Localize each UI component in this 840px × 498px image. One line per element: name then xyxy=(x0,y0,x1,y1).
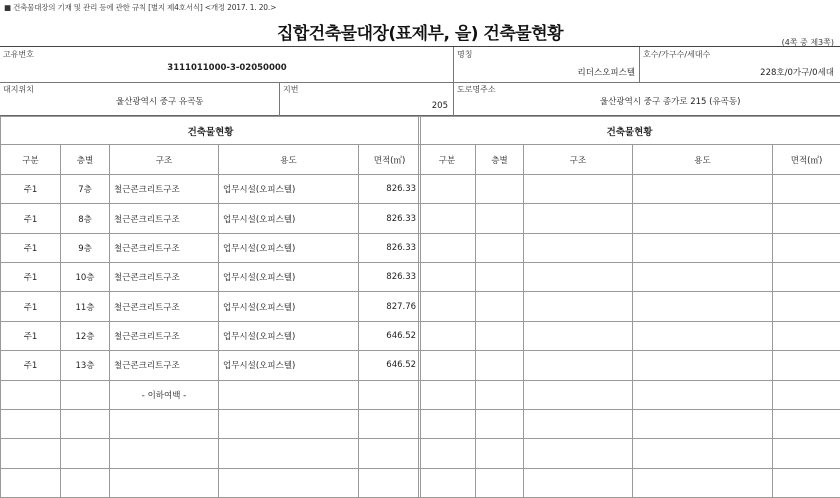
col-floor-header-right: 층별 xyxy=(476,145,524,175)
empty-cell xyxy=(773,233,840,262)
row-use: 업무시설(오피스텔) xyxy=(219,204,359,233)
col-structure-header-right: 구조 xyxy=(524,145,633,175)
row-type: 주1 xyxy=(1,292,61,321)
row-type: 주1 xyxy=(1,175,61,204)
empty-cell xyxy=(419,233,476,262)
table-row-end-note xyxy=(1,380,421,409)
empty-cell xyxy=(476,351,524,380)
empty-cell xyxy=(219,439,359,468)
empty-cell xyxy=(419,409,476,438)
col-use-header: 용도 xyxy=(219,145,359,175)
empty-cell xyxy=(524,380,633,409)
empty-cell xyxy=(633,409,773,438)
empty-cell xyxy=(359,409,421,438)
empty-cell xyxy=(633,233,773,262)
row-type: 주1 xyxy=(1,351,61,380)
building-name-cell xyxy=(454,47,640,82)
row-use: 업무시설(오피스텔) xyxy=(219,175,359,204)
empty-cell xyxy=(419,380,476,409)
page-count: (4쪽 중 제3쪽) xyxy=(781,38,834,47)
empty-cell xyxy=(476,321,524,350)
table-row-empty xyxy=(419,233,840,262)
table-row-empty xyxy=(1,468,421,497)
table-row-empty xyxy=(419,175,840,204)
building-status-table-left xyxy=(0,116,421,498)
document-title: 집합건축물대장(표제부, 을) 건축물현황 xyxy=(276,24,564,44)
row-area: 826.33 xyxy=(359,175,421,204)
empty-cell xyxy=(633,204,773,233)
empty-cell xyxy=(524,468,633,497)
table-row-empty xyxy=(1,409,421,438)
households-cell xyxy=(640,47,840,82)
empty-cell xyxy=(773,439,840,468)
row-structure: 철근콘크리트구조 xyxy=(110,292,219,321)
empty-cell xyxy=(61,409,110,438)
row-area: 646.52 xyxy=(359,321,421,350)
empty-cell xyxy=(524,204,633,233)
empty-cell xyxy=(633,380,773,409)
empty-cell xyxy=(773,380,840,409)
col-floor-header: 층별 xyxy=(61,145,110,175)
empty-cell xyxy=(61,380,110,409)
empty-cell xyxy=(633,351,773,380)
row-area: 826.33 xyxy=(359,204,421,233)
table-row-empty xyxy=(419,263,840,292)
row-type: 주1 xyxy=(1,263,61,292)
empty-cell xyxy=(476,380,524,409)
empty-cell xyxy=(633,175,773,204)
row-floor: 8층 xyxy=(61,204,110,233)
empty-cell xyxy=(1,409,61,438)
empty-cell xyxy=(1,439,61,468)
empty-cell xyxy=(524,409,633,438)
empty-cell xyxy=(219,409,359,438)
site-location-cell xyxy=(0,82,280,116)
row-floor: 12층 xyxy=(61,321,110,350)
table-row-empty xyxy=(419,409,840,438)
row-use: 업무시설(오피스텔) xyxy=(219,292,359,321)
households-value: 228호/0가구/0세대 xyxy=(760,68,834,78)
table-row-empty xyxy=(419,321,840,350)
empty-cell xyxy=(773,175,840,204)
law-reference-note: ■ 건축물대장의 기재 및 관리 등에 관한 규칙 [별지 제4호서식] <개정 2017. 1. 20.> xyxy=(4,3,277,12)
households-label: 호수/가구수/세대수 xyxy=(643,50,711,59)
empty-cell xyxy=(773,409,840,438)
table-row-empty xyxy=(419,439,840,468)
table-row xyxy=(1,204,421,233)
empty-cell xyxy=(419,263,476,292)
col-structure-header: 구조 xyxy=(110,145,219,175)
empty-cell xyxy=(419,292,476,321)
empty-cell xyxy=(524,175,633,204)
row-use: 업무시설(오피스텔) xyxy=(219,233,359,262)
empty-cell xyxy=(476,409,524,438)
empty-cell xyxy=(633,439,773,468)
empty-cell xyxy=(633,292,773,321)
empty-cell xyxy=(524,292,633,321)
col-area-header: 면적(㎡) xyxy=(359,145,421,175)
col-type-header: 구분 xyxy=(1,145,61,175)
lot-number-value: 205 xyxy=(431,101,448,111)
row-floor: 13층 xyxy=(61,351,110,380)
unique-number-value: 3111011000-3-02050000 xyxy=(167,63,287,73)
empty-cell xyxy=(476,292,524,321)
empty-cell xyxy=(419,468,476,497)
empty-cell xyxy=(419,175,476,204)
site-location-value: 울산광역시 중구 유곡동 xyxy=(116,97,204,107)
row-type: 주1 xyxy=(1,233,61,262)
empty-cell xyxy=(476,263,524,292)
row-type: 주1 xyxy=(1,204,61,233)
table-row-empty xyxy=(1,439,421,468)
end-note: - 이하여백 - xyxy=(110,380,219,409)
empty-cell xyxy=(419,321,476,350)
row-type: 주1 xyxy=(1,321,61,350)
empty-cell xyxy=(419,351,476,380)
empty-cell xyxy=(359,439,421,468)
empty-cell xyxy=(61,439,110,468)
empty-cell xyxy=(1,468,61,497)
row-floor: 10층 xyxy=(61,263,110,292)
road-address-cell xyxy=(454,82,840,116)
building-name-value: 리더스오피스텔 xyxy=(577,68,635,78)
empty-cell xyxy=(1,380,61,409)
road-address-label: 도로명주소 xyxy=(457,85,496,94)
row-area: 827.76 xyxy=(359,292,421,321)
building-status-table-right xyxy=(418,116,840,498)
table-row xyxy=(1,263,421,292)
empty-cell xyxy=(61,468,110,497)
row-area: 646.52 xyxy=(359,351,421,380)
empty-cell xyxy=(110,468,219,497)
table-row xyxy=(1,233,421,262)
col-type-header-right: 구분 xyxy=(419,145,476,175)
empty-cell xyxy=(524,233,633,262)
empty-cell xyxy=(524,439,633,468)
empty-cell xyxy=(419,439,476,468)
empty-cell xyxy=(633,468,773,497)
empty-cell xyxy=(773,263,840,292)
register-header xyxy=(0,46,840,116)
row-use: 업무시설(오피스텔) xyxy=(219,263,359,292)
table-row xyxy=(1,351,421,380)
empty-cell xyxy=(359,380,421,409)
empty-cell xyxy=(110,439,219,468)
empty-cell xyxy=(219,380,359,409)
empty-cell xyxy=(219,468,359,497)
section-title: 건축물현황 xyxy=(1,117,421,145)
empty-cell xyxy=(524,351,633,380)
empty-cell xyxy=(773,468,840,497)
site-location-label: 대지위치 xyxy=(3,85,34,94)
col-use-header-right: 용도 xyxy=(633,145,773,175)
empty-cell xyxy=(476,439,524,468)
empty-cell xyxy=(524,263,633,292)
row-floor: 9층 xyxy=(61,233,110,262)
empty-cell xyxy=(476,233,524,262)
row-structure: 철근콘크리트구조 xyxy=(110,233,219,262)
row-use: 업무시설(오피스텔) xyxy=(219,321,359,350)
row-floor: 7층 xyxy=(61,175,110,204)
section-title-right: 건축물현황 xyxy=(419,117,840,145)
row-area: 826.33 xyxy=(359,233,421,262)
row-use: 업무시설(오피스텔) xyxy=(219,351,359,380)
table-row-empty xyxy=(419,292,840,321)
table-row-empty xyxy=(419,380,840,409)
empty-cell xyxy=(476,204,524,233)
empty-cell xyxy=(419,204,476,233)
row-structure: 철근콘크리트구조 xyxy=(110,351,219,380)
empty-cell xyxy=(773,351,840,380)
row-structure: 철근콘크리트구조 xyxy=(110,204,219,233)
table-row xyxy=(1,175,421,204)
row-structure: 철근콘크리트구조 xyxy=(110,263,219,292)
lot-number-label: 지번 xyxy=(283,85,299,94)
road-address-value: 울산광역시 중구 종가로 215 (유곡동) xyxy=(600,97,741,107)
empty-cell xyxy=(359,468,421,497)
empty-cell xyxy=(773,321,840,350)
col-area-header-right: 면적(㎡) xyxy=(773,145,840,175)
empty-cell xyxy=(773,292,840,321)
table-row-empty xyxy=(419,351,840,380)
unique-number-cell xyxy=(0,47,454,82)
empty-cell xyxy=(476,175,524,204)
table-row xyxy=(1,321,421,350)
empty-cell xyxy=(633,263,773,292)
row-floor: 11층 xyxy=(61,292,110,321)
unique-number-label: 고유번호 xyxy=(3,50,34,59)
empty-cell xyxy=(773,204,840,233)
empty-cell xyxy=(633,321,773,350)
building-name-label: 명칭 xyxy=(457,50,473,59)
row-structure: 철근콘크리트구조 xyxy=(110,175,219,204)
lot-number-cell xyxy=(280,82,454,116)
table-row-empty xyxy=(419,468,840,497)
empty-cell xyxy=(524,321,633,350)
empty-cell xyxy=(110,409,219,438)
table-row-empty xyxy=(419,204,840,233)
row-structure: 철근콘크리트구조 xyxy=(110,321,219,350)
table-row xyxy=(1,292,421,321)
empty-cell xyxy=(476,468,524,497)
row-area: 826.33 xyxy=(359,263,421,292)
